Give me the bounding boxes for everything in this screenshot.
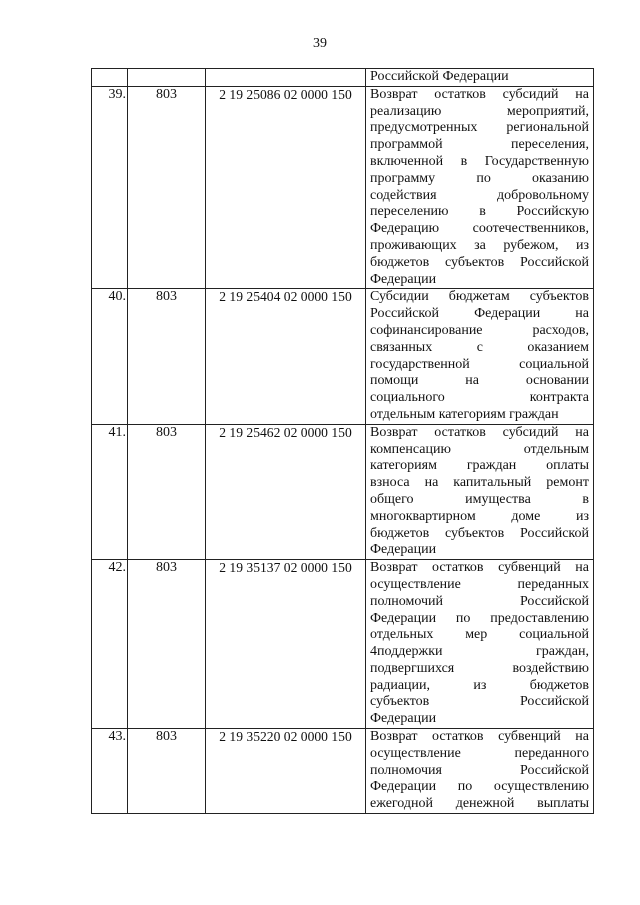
name-line: государственной социальной	[370, 356, 589, 372]
name-line: Российской Федерации на	[370, 306, 589, 322]
name-line: реализацию мероприятий,	[370, 103, 589, 119]
name-line: многоквартирном доме из	[370, 508, 589, 524]
continuation-row	[92, 69, 594, 87]
name-line: Федерации по осуществлению	[370, 779, 589, 795]
name-line: полномочия Российской	[370, 762, 589, 778]
cell-number: 41.	[92, 424, 128, 559]
cell-number: 43.	[92, 729, 128, 814]
page-number: 39	[313, 36, 327, 51]
table-body	[92, 69, 594, 814]
name-line: софинансирование расходов,	[370, 322, 589, 338]
cell-name	[366, 560, 594, 729]
cell-name	[366, 86, 594, 289]
name-line: Субсидии бюджетам субъектов	[370, 289, 589, 305]
cell-name	[366, 729, 594, 814]
table-row	[92, 729, 594, 814]
name-line: радиации, из бюджетов	[370, 677, 589, 693]
name-line: Возврат остатков субвенций на	[370, 560, 589, 576]
name-line: включенной в Государственную	[370, 153, 589, 169]
budget-codes-table	[91, 68, 594, 814]
name-line: связанных с оказанием	[370, 339, 589, 355]
table-row	[92, 424, 594, 559]
name-line: общего имущества в	[370, 491, 589, 507]
name-line: переселению в Российскую	[370, 204, 589, 220]
name-line: категориям граждан оплаты	[370, 458, 589, 474]
table-row	[92, 289, 594, 424]
name-line: ежегодной денежной выплаты	[370, 796, 589, 812]
cell-revenue-code: 2 19 25086 02 0000 150	[206, 86, 366, 289]
cell-number: 39.	[92, 86, 128, 289]
cell-name	[366, 424, 594, 559]
cell-number	[92, 69, 128, 87]
name-line: компенсацию отдельным	[370, 441, 589, 457]
name-line: Возврат остатков субсидий на	[370, 86, 589, 102]
cell-admin-code: 803	[128, 424, 206, 559]
name-line: Федерации по предоставлению	[370, 610, 589, 626]
cell-admin-code: 803	[128, 289, 206, 424]
cell-number: 40.	[92, 289, 128, 424]
name-line: полномочий Российской	[370, 593, 589, 609]
cell-admin-code: 803	[128, 86, 206, 289]
cell-revenue-code	[206, 69, 366, 87]
name-line: Российской Федерации	[370, 69, 509, 84]
name-line: Возврат остатков субвенций на	[370, 729, 589, 745]
name-line: подвергшихся воздействию	[370, 660, 589, 676]
name-line: содействия добровольному	[370, 187, 589, 203]
name-line: Федерацию соотечественников,	[370, 221, 589, 237]
cell-admin-code: 803	[128, 729, 206, 814]
name-line: проживающих за рубежом, из	[370, 237, 589, 253]
name-line: Федерации	[370, 542, 437, 558]
name-line: программу по оказанию	[370, 170, 589, 186]
cell-name	[366, 69, 594, 87]
name-line: бюджетов субъектов Российской	[370, 525, 589, 541]
name-line: отдельным категориям граждан	[370, 406, 559, 422]
table-row	[92, 86, 594, 289]
name-line: отдельных мер социальной	[370, 627, 589, 643]
name-line: предусмотренных региональной	[370, 120, 589, 136]
name-line: Федерации	[370, 271, 437, 287]
cell-revenue-code: 2 19 35137 02 0000 150	[206, 560, 366, 729]
cell-admin-code: 803	[128, 560, 206, 729]
name-line: Федерации	[370, 711, 437, 727]
cell-revenue-code: 2 19 25462 02 0000 150	[206, 424, 366, 559]
name-line: осуществление переданных	[370, 576, 589, 592]
name-line: 4поддержки граждан,	[370, 644, 589, 660]
name-line: осуществление переданного	[370, 745, 589, 761]
name-line: субъектов Российской	[370, 694, 589, 710]
name-line: программой переселения,	[370, 137, 589, 153]
cell-admin-code	[128, 69, 206, 87]
cell-revenue-code: 2 19 25404 02 0000 150	[206, 289, 366, 424]
cell-name	[366, 289, 594, 424]
name-line: социального контракта	[370, 390, 589, 406]
name-line: помощи на основании	[370, 373, 589, 389]
name-line: Возврат остатков субсидий на	[370, 424, 589, 440]
name-line: бюджетов субъектов Российской	[370, 254, 589, 270]
name-line: взноса на капитальный ремонт	[370, 475, 589, 491]
cell-number: 42.	[92, 560, 128, 729]
table-row	[92, 560, 594, 729]
cell-revenue-code: 2 19 35220 02 0000 150	[206, 729, 366, 814]
